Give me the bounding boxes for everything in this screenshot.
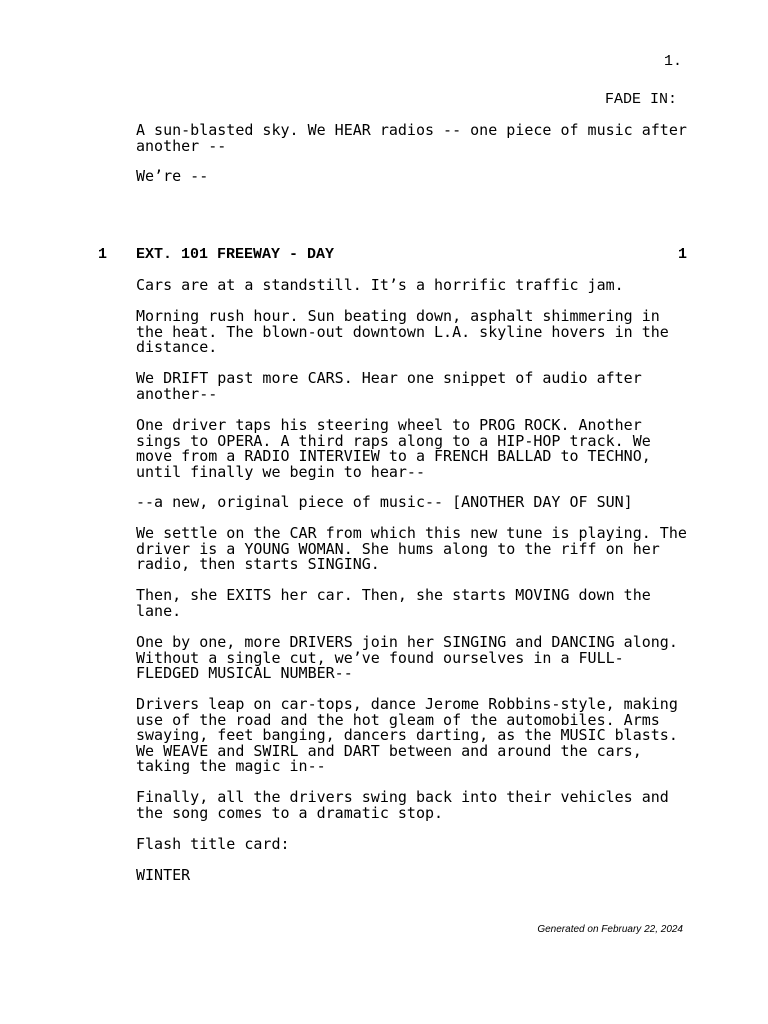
transition-fade-in: FADE IN: xyxy=(604,91,677,108)
action-paragraph: Drivers leap on car-tops, dance Jerome Robbins-style, making use of the road and the hot gleam of the automobiles. Arms swaying, feet banging, dancers darting, as the MUSIC blasts. We WEAVE and SWIRL and DART between and around the cars, taking the magic in-- xyxy=(136,695,678,775)
generated-date-footer: Generated on February 22, 2024 xyxy=(537,924,683,935)
page-number: 1. xyxy=(663,53,682,70)
action-paragraph: One by one, more DRIVERS join her SINGING and DANCING along. Without a single cut, we’ve found ourselves in a FULL- FLEDGED MUSICAL NUMBER-- xyxy=(136,633,678,682)
action-paragraph: One driver taps his steering wheel to PROG ROCK. Another sings to OPERA. A third raps along to a HIP-HOP track. We move from a RADIO INTERVIEW to a FRENCH BALLAD to TECHNO, until finally we begin to hear-- xyxy=(136,416,651,481)
opening-paragraph: A sun-blasted sky. We HEAR radios -- one piece of music after another -- xyxy=(136,121,687,155)
action-paragraph: Cars are at a standstill. It’s a horrific traffic jam. xyxy=(136,276,624,294)
action-paragraph: Flash title card: xyxy=(136,835,290,853)
scene-heading-text: EXT. 101 FREEWAY - DAY xyxy=(136,246,335,263)
opening-paragraph: We’re -- xyxy=(136,167,209,185)
action-paragraph: --a new, original piece of music-- [ANOTHER DAY OF SUN] xyxy=(136,493,633,511)
action-paragraph: WINTER xyxy=(136,866,191,884)
action-paragraph: We settle on the CAR from which this new tune is playing. The driver is a YOUNG WOMAN. She hums along to the riff on her radio, then starts SINGING. xyxy=(136,524,687,573)
scene-number-left: 1 xyxy=(98,246,108,263)
action-paragraph: Morning rush hour. Sun beating down, asphalt shimmering in the heat. The blown-out downtown L.A. skyline hovers in the distance. xyxy=(136,307,669,356)
action-paragraph: Finally, all the drivers swing back into their vehicles and the song comes to a dramatic stop. xyxy=(136,788,669,822)
scene-number-right: 1 xyxy=(677,246,687,263)
action-paragraph: Then, she EXITS her car. Then, she starts MOVING down the lane. xyxy=(136,586,651,620)
action-paragraph: We DRIFT past more CARS. Hear one snippet of audio after another-- xyxy=(136,369,642,403)
